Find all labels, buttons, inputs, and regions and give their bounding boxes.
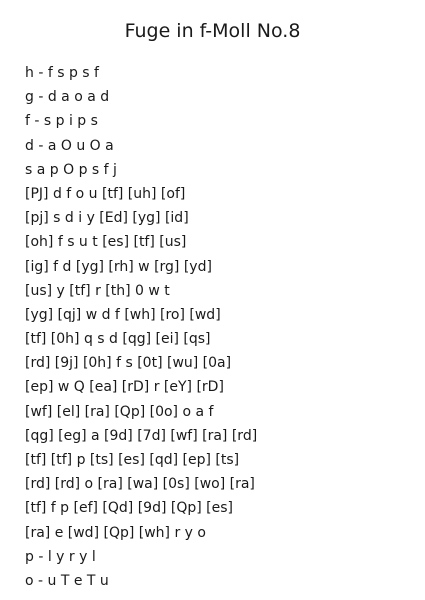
notation-line: [us] y [tf] r [th] 0 w t <box>25 282 170 299</box>
notation-line: [tf] [tf] p [ts] [es] [qd] [ep] [ts] <box>25 452 240 468</box>
notation-line: f - s p i p s <box>25 113 98 130</box>
notation-line: [wf] [el] [ra] [Qp] [0o] o a f <box>25 403 214 420</box>
notation-line: d - a O u O a <box>25 137 114 154</box>
notation-line: p - l y r y l <box>25 548 96 565</box>
notation-line: [qg] [eg] a [9d] [7d] [wf] [ra] [rd] <box>25 427 258 444</box>
page-title: Fuge in f-Moll No.8 <box>124 20 301 42</box>
notation-line: [oh] f s u t [es] [tf] [us] <box>25 234 187 251</box>
notation-line: [ra] e [wd] [Qp] [wh] r y o <box>25 524 206 541</box>
notation-line: h - f s p s f <box>25 65 99 81</box>
notation-line: [yg] [qj] w d f [wh] [ro] [wd] <box>25 306 221 323</box>
notation-line: [ep] w Q [ea] [rD] r [eY] [rD] <box>25 379 224 396</box>
notation-line: [rd] [rd] o [ra] [wa] [0s] [wo] [ra] <box>25 476 255 493</box>
notation-line: s a p O p s f j <box>25 161 117 178</box>
notation-line: [ig] f d [yg] [rh] w [rg] [yd] <box>25 258 212 275</box>
notation-line: [rd] [9j] [0h] f s [0t] [wu] [0a] <box>25 355 232 372</box>
notation-line: o - u T e T u <box>25 572 109 589</box>
notation-line: [pj] s d i y [Ed] [yg] [id] <box>25 210 189 227</box>
notation-line: g - d a o a d <box>25 89 110 106</box>
notation-line: [tf] f p [ef] [Qd] [9d] [Qp] [es] <box>25 500 233 517</box>
notation-line: [tf] [0h] q s d [qg] [ei] [qs] <box>25 331 211 348</box>
notation-lines <box>25 61 257 593</box>
notation-line: [PJ] d f o u [tf] [uh] [of] <box>25 185 186 202</box>
